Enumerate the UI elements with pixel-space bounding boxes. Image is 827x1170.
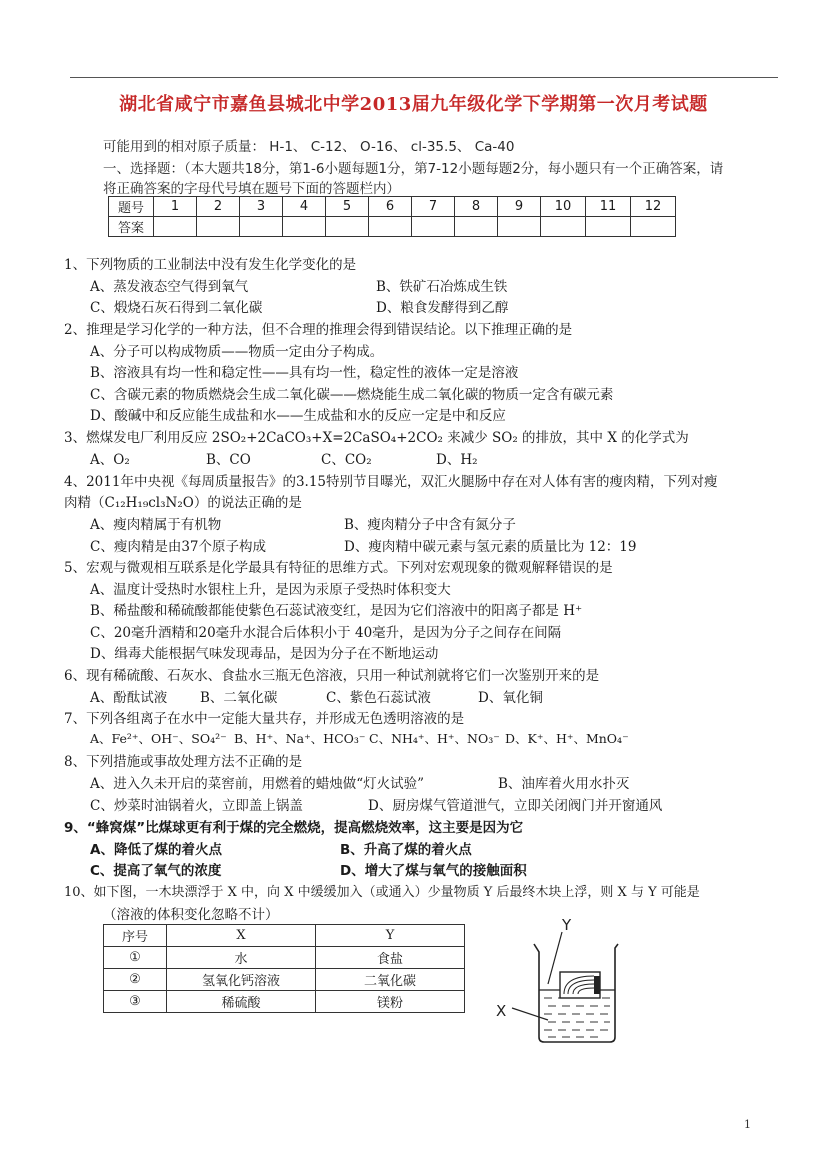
q10-table	[103, 924, 465, 1013]
answer-table-header-label: 题号	[109, 197, 154, 217]
answer-cell[interactable]	[455, 217, 498, 237]
question-10-stem: 10、如下图，一木块漂浮于 X 中，向 X 中缓缓加入（或通入）少量物质 Y 后最终木块上浮，则 X 与 Y 可能是	[64, 885, 700, 900]
question-6-stem: 6、现有稀硫酸、石灰水、食盐水三瓶无色溶液，只用一种试剂就将它们一次鉴别开来的是	[64, 668, 600, 684]
answer-number: 1	[154, 197, 197, 217]
q7-option-a: A、Fe²⁺、OH⁻、SO₄²⁻	[90, 731, 227, 746]
q3-option-b: B、CO	[206, 452, 251, 468]
page-number: 1	[744, 1118, 751, 1131]
q6-option-b: B、二氧化碳	[200, 690, 278, 706]
answer-number: 9	[498, 197, 541, 217]
answer-cell[interactable]	[154, 217, 197, 237]
q9-option-a: A、降低了煤的着火点	[90, 842, 222, 858]
answer-table	[108, 196, 676, 237]
q4-option-a: A、瘦肉精属于有机物	[90, 517, 222, 533]
q10-header-cell: 序号	[104, 925, 167, 947]
answer-number: 4	[283, 197, 326, 217]
q10-cell: 二氧化碳	[316, 969, 465, 991]
answer-cell[interactable]	[541, 217, 586, 237]
answer-table-answer-row	[109, 217, 676, 237]
question-10-stem-cont: （溶液的体积变化忽略不计）	[103, 907, 279, 923]
answer-number: 7	[412, 197, 455, 217]
q8-option-a: A、进入久未开启的菜窖前，用燃着的蜡烛做“灯火试验”	[90, 776, 425, 792]
question-5-stem: 5、宏观与微观相互联系是化学最具有特征的思维方式。下列对宏观现象的微观解释错误的是	[64, 560, 613, 576]
answer-cell[interactable]	[498, 217, 541, 237]
q1-option-c: C、煅烧石灰石得到二氧化碳	[90, 300, 263, 316]
question-9-stem: 9、“蜂窝煤”比煤球更有利于煤的完全燃烧，提高燃烧效率，这主要是因为它	[64, 820, 524, 836]
answer-number: 10	[541, 197, 586, 217]
q4-option-c: C、瘦肉精是由37个原子构成	[90, 539, 267, 555]
answer-cell[interactable]	[586, 217, 631, 237]
q9-option-c: C、提高了氧气的浓度	[90, 863, 222, 879]
section-instructions-1: 一、选择题：（本大题共18分，第1-6小题每题1分，第7-12小题每题2分，每小题只有一个正确答案，请	[103, 161, 724, 177]
answer-cell[interactable]	[197, 217, 240, 237]
q4-option-b: B、瘦肉精分子中含有氮分子	[344, 517, 516, 533]
answer-cell[interactable]	[326, 217, 369, 237]
q2-option-c: C、含碳元素的物质燃烧会生成二氧化碳——燃烧能生成二氧化碳的物质一定含有碳元素	[90, 387, 614, 403]
q4-option-d: D、瘦肉精中碳元素与氢元素的质量比为 12：19	[344, 539, 637, 555]
page-title: 湖北省咸宁市嘉鱼县城北中学2013届九年级化学下学期第一次月考试题	[119, 94, 708, 115]
question-7-stem: 7、下列各组离子在水中一定能大量共存，并形成无色透明溶液的是	[64, 711, 465, 727]
answer-table-number-row	[109, 197, 676, 217]
answer-cell[interactable]	[631, 217, 676, 237]
q10-table-header	[104, 925, 465, 947]
q7-option-b: B、H⁺、Na⁺、HCO₃⁻	[234, 731, 366, 746]
question-4-stem: 4、2011年中央视《每周质量报告》的3.15特别节目曝光，双汇火腿肠中存在对人体有害的瘦肉精，下列对瘦	[64, 474, 718, 490]
q8-option-c: C、炒菜时油锅着火，立即盖上锅盖	[90, 798, 303, 814]
q3-option-c: C、CO₂	[321, 452, 372, 468]
answer-number: 11	[586, 197, 631, 217]
wood-block	[560, 972, 600, 998]
answer-cell[interactable]	[283, 217, 326, 237]
q10-table-row	[104, 969, 465, 991]
q8-option-d: D、厨房煤气管道泄气，立即关闭阀门并开窗通风	[368, 798, 663, 814]
question-1-stem: 1、下列物质的工业制法中没有发生化学变化的是	[64, 257, 357, 273]
question-8-stem: 8、下列措施或事故处理方法不正确的是	[64, 754, 303, 770]
q5-option-a: A、温度计受热时水银柱上升，是因为汞原子受热时体积变大	[90, 582, 451, 598]
q10-cell: 稀硫酸	[167, 991, 316, 1013]
question-4-stem-cont: 肉精（C₁₂H₁₉cl₃N₂O）的说法正确的是	[64, 495, 302, 511]
q8-option-b: B、油库着火用水扑灭	[498, 776, 630, 792]
q6-option-a: A、酚酞试液	[90, 690, 168, 706]
answer-number: 2	[197, 197, 240, 217]
answer-number: 6	[369, 197, 412, 217]
q6-option-c: C、紫色石蕊试液	[326, 690, 431, 706]
y-label: Y	[562, 916, 572, 934]
answer-cell[interactable]	[240, 217, 283, 237]
q10-header-cell: Y	[316, 925, 465, 947]
answer-cell[interactable]	[369, 217, 412, 237]
question-3-stem: 3、燃煤发电厂利用反应 2SO₂+2CaCO₃+X=2CaSO₄+2CO₂ 来减少 SO₂ 的排放，其中 X 的化学式为	[64, 430, 689, 446]
q10-header-cell: X	[167, 925, 316, 947]
q2-option-b: B、溶液具有均一性和稳定性——具有均一性，稳定性的液体一定是溶液	[90, 365, 519, 381]
q10-cell: 食盐	[316, 947, 465, 969]
q1-option-a: A、蒸发液态空气得到氧气	[90, 279, 249, 295]
atomic-masses: 可能用到的相对原子质量： H-1、 C-12、 O-16、 cl-35.5、 Ca-40	[103, 139, 515, 155]
q7-option-c: C、NH₄⁺、H⁺、NO₃⁻	[369, 731, 500, 746]
answer-number: 3	[240, 197, 283, 217]
q3-option-a: A、O₂	[90, 452, 130, 468]
q10-cell: 镁粉	[316, 991, 465, 1013]
q5-option-c: C、20毫升酒精和20毫升水混合后体积小于 40毫升，是因为分子之间存在间隔	[90, 625, 562, 641]
q10-cell: 氢氧化钙溶液	[167, 969, 316, 991]
answer-number: 12	[631, 197, 676, 217]
q1-option-b: B、铁矿石冶炼成生铁	[376, 279, 508, 295]
q5-option-b: B、稀盐酸和稀硫酸都能使紫色石蕊试液变红，是因为它们溶液中的阳离子都是 H⁺	[90, 603, 583, 619]
q10-cell: ③	[104, 991, 167, 1013]
q7-option-d: D、K⁺、H⁺、MnO₄⁻	[505, 731, 629, 746]
q10-cell: ②	[104, 969, 167, 991]
answer-number: 8	[455, 197, 498, 217]
q10-table-row	[104, 947, 465, 969]
answer-cell[interactable]	[412, 217, 455, 237]
x-label: X	[496, 1002, 507, 1020]
q1-option-d: D、粮食发酵得到乙醇	[376, 300, 509, 316]
answer-table-answer-label: 答案	[109, 217, 154, 237]
beaker-figure	[490, 912, 620, 1047]
q2-option-a: A、分子可以构成物质——物质一定由分子构成。	[90, 344, 384, 360]
q3-option-d: D、H₂	[436, 452, 478, 468]
header-rule	[70, 77, 778, 78]
liquid-hatching	[544, 998, 610, 1037]
x-pointer-line	[512, 1008, 548, 1020]
question-2-stem: 2、推理是学习化学的一种方法，但不合理的推理会得到错误结论。以下推理正确的是	[64, 322, 573, 338]
q10-cell: ①	[104, 947, 167, 969]
q9-option-d: D、增大了煤与氧气的接触面积	[340, 863, 527, 879]
section-instructions-2: 将正确答案的字母代号填在题号下面的答题栏内）	[103, 181, 400, 197]
answer-number: 5	[326, 197, 369, 217]
q5-option-d: D、缉毒犬能根据气味发现毒品，是因为分子在不断地运动	[90, 646, 439, 662]
q10-table-row	[104, 991, 465, 1013]
q6-option-d: D、氧化铜	[478, 690, 543, 706]
q2-option-d: D、酸碱中和反应能生成盐和水——生成盐和水的反应一定是中和反应	[90, 408, 506, 424]
q10-cell: 水	[167, 947, 316, 969]
q9-option-b: B、升高了煤的着火点	[340, 842, 472, 858]
